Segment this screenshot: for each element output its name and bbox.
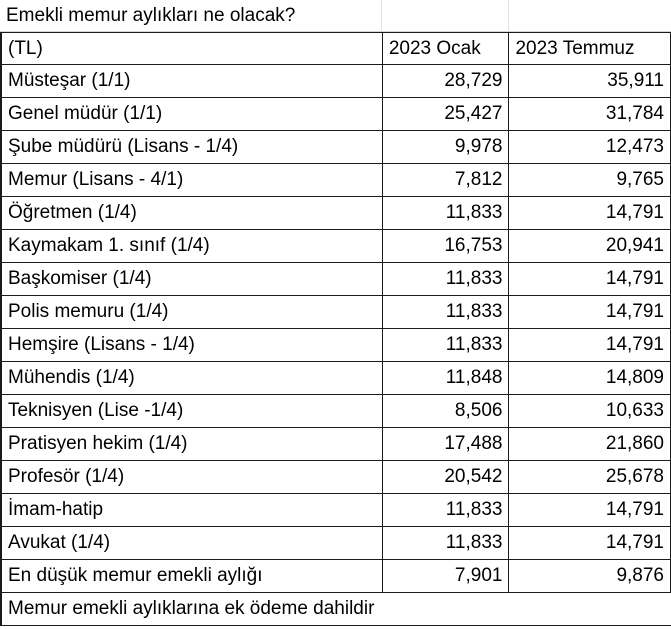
empty-cell[interactable] [509, 0, 671, 32]
table-row [0, 428, 671, 461]
row-label[interactable]: Genel müdür (1/1) [2, 98, 383, 131]
value-jul[interactable]: 14,791 [509, 197, 671, 230]
value-jan[interactable]: 16,753 [383, 230, 510, 263]
row-label[interactable]: Öğretmen (1/4) [2, 197, 383, 230]
value-jan[interactable]: 11,833 [383, 527, 510, 560]
row-label[interactable]: Şube müdürü (Lisans - 1/4) [2, 131, 383, 164]
row-label[interactable]: Pratisyen hekim (1/4) [2, 428, 383, 461]
row-label[interactable]: Mühendis (1/4) [2, 362, 383, 395]
value-jul[interactable]: 14,791 [509, 494, 671, 527]
footer-row [0, 593, 671, 626]
table-row [0, 164, 671, 197]
value-jul[interactable]: 14,791 [509, 329, 671, 362]
value-jan[interactable]: 25,427 [383, 98, 510, 131]
row-label[interactable]: Müsteşar (1/1) [2, 65, 383, 98]
row-label[interactable]: Memur (Lisans - 4/1) [2, 164, 383, 197]
table-row [0, 65, 671, 98]
value-jul[interactable]: 14,791 [509, 263, 671, 296]
footer-note[interactable]: Memur emekli aylıklarına ek ödeme dahildir [2, 593, 671, 626]
title-row [0, 0, 671, 32]
value-jul[interactable]: 9,765 [509, 164, 671, 197]
table-row [0, 131, 671, 164]
value-jan[interactable]: 11,833 [383, 197, 510, 230]
row-label[interactable]: Teknisyen (Lise -1/4) [2, 395, 383, 428]
unit-header[interactable]: (TL) [2, 32, 383, 65]
value-jan[interactable]: 11,848 [383, 362, 510, 395]
row-label[interactable]: Profesör (1/4) [2, 461, 383, 494]
value-jan[interactable]: 11,833 [383, 296, 510, 329]
value-jan[interactable]: 7,901 [383, 560, 510, 593]
value-jan[interactable]: 9,978 [383, 131, 510, 164]
table-title[interactable]: Emekli memur aylıkları ne olacak? [0, 0, 382, 32]
value-jul[interactable]: 35,911 [509, 65, 671, 98]
value-jul[interactable]: 31,784 [509, 98, 671, 131]
table-row [0, 98, 671, 131]
column-header-jul[interactable]: 2023 Temmuz [509, 32, 671, 65]
value-jul[interactable]: 14,791 [509, 296, 671, 329]
value-jan[interactable]: 11,833 [383, 263, 510, 296]
value-jul[interactable]: 10,633 [509, 395, 671, 428]
table-row [0, 395, 671, 428]
table-row [0, 560, 671, 593]
row-label[interactable]: İmam-hatip [2, 494, 383, 527]
value-jul[interactable]: 14,809 [509, 362, 671, 395]
row-label[interactable]: Avukat (1/4) [2, 527, 383, 560]
table-row [0, 230, 671, 263]
value-jan[interactable]: 7,812 [383, 164, 510, 197]
value-jan[interactable]: 28,729 [383, 65, 510, 98]
row-label[interactable]: Hemşire (Lisans - 1/4) [2, 329, 383, 362]
empty-cell[interactable] [382, 0, 509, 32]
value-jul[interactable]: 14,791 [509, 527, 671, 560]
table-row [0, 197, 671, 230]
value-jan[interactable]: 17,488 [383, 428, 510, 461]
value-jul[interactable]: 9,876 [509, 560, 671, 593]
row-label[interactable]: Polis memuru (1/4) [2, 296, 383, 329]
column-header-jan[interactable]: 2023 Ocak [383, 32, 510, 65]
value-jan[interactable]: 11,833 [383, 329, 510, 362]
header-row [0, 32, 671, 65]
table-row [0, 527, 671, 560]
row-label[interactable]: En düşük memur emekli aylığı [2, 560, 383, 593]
value-jan[interactable]: 8,506 [383, 395, 510, 428]
row-label[interactable]: Kaymakam 1. sınıf (1/4) [2, 230, 383, 263]
table-row [0, 362, 671, 395]
table-row [0, 263, 671, 296]
row-label[interactable]: Başkomiser (1/4) [2, 263, 383, 296]
table-row [0, 494, 671, 527]
value-jan[interactable]: 11,833 [383, 494, 510, 527]
value-jul[interactable]: 25,678 [509, 461, 671, 494]
value-jul[interactable]: 21,860 [509, 428, 671, 461]
value-jul[interactable]: 20,941 [509, 230, 671, 263]
table-row [0, 329, 671, 362]
table-row [0, 461, 671, 494]
value-jan[interactable]: 20,542 [383, 461, 510, 494]
table-row [0, 296, 671, 329]
value-jul[interactable]: 12,473 [509, 131, 671, 164]
